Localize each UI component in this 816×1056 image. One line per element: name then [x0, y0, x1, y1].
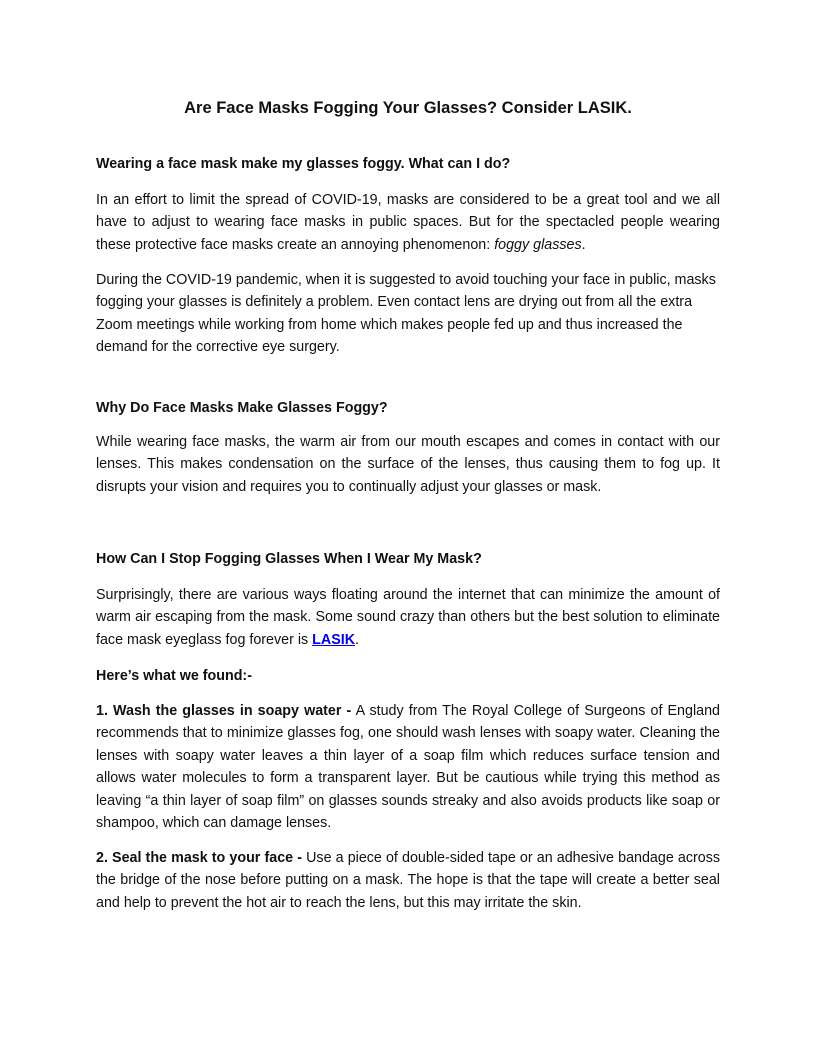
list-item-seal-mask [96, 847, 720, 914]
list-item-seal-mask-text: Use a piece of double-sided tape or an adhesive bandage across the bridge of the nose before putting on a mask. The hope is that the tape will create a better seal and help to prevent the hot air to reach the lens, but this may irritate the skin. [96, 850, 720, 911]
section-heading-why-foggy: Why Do Face Masks Make Glasses Foggy? [96, 400, 388, 416]
page-title: Are Face Masks Fogging Your Glasses? Consider LASIK. [184, 99, 632, 117]
list-item-seal-mask-title: 2. Seal the mask to your face - [96, 850, 302, 866]
paragraph-how-stop [96, 584, 720, 651]
paragraph-how-stop-text: Surprisingly, there are various ways floating around the internet that can minimize the amount of warm air escaping from the mask. Some sound crazy than others but the best solution to eliminate face mask eyeglass fog forever is [96, 587, 720, 648]
list-item-wash-glasses-title: 1. Wash the glasses in soapy water - [96, 703, 352, 719]
found-heading: Here’s what we found:- [96, 668, 252, 684]
paragraph-intro [96, 189, 720, 256]
paragraph-how-stop-end: . [355, 631, 360, 648]
section-heading-how-stop: How Can I Stop Fogging Glasses When I Wear My Mask? [96, 551, 482, 567]
lasik-link[interactable]: LASIK [312, 631, 356, 648]
paragraph-why-foggy: While wearing face masks, the warm air from our mouth escapes and comes in contact with our lenses. This makes condensation on the surface of the lenses, thus causing them to fog up. It disrupts your vision and requires you to continually adjust your glasses or mask. [96, 434, 720, 495]
foggy-glasses-emphasis: foggy glasses [494, 236, 582, 253]
paragraph-intro-text: In an effort to limit the spread of COVID-19, masks are considered to be a great tool and we all have to adjust to wearing face masks in public spaces. But for the spectacled people wearing these protective face masks create an annoying phenomenon: [96, 192, 720, 253]
list-item-wash-glasses-text: A study from The Royal College of Surgeons of England recommends that to minimize glasses fog, one should wash lenses with soapy water. Cleaning the lenses with soapy water leaves a thin layer of a soap film which reduces surface tension and allows water molecules to form a transparent layer. But be cautious while trying this method as leaving “a thin layer of soap film” on glasses sounds streaky and also avoids products like soap or shampoo, which can damage lenses. [96, 703, 720, 832]
paragraph-intro-end: . [581, 236, 586, 253]
list-item-wash-glasses [96, 700, 720, 834]
section-heading-foggy-glasses: Wearing a face mask make my glasses foggy. What can I do? [96, 156, 511, 172]
paragraph-pandemic: During the COVID-19 pandemic, when it is suggested to avoid touching your face in public, masks fogging your glasses is definitely a problem. Even contact lens are drying out from all the extra Zoom meetings while working from home which makes people fed up and thus increased the demand for the corrective eye surgery. [96, 272, 716, 356]
